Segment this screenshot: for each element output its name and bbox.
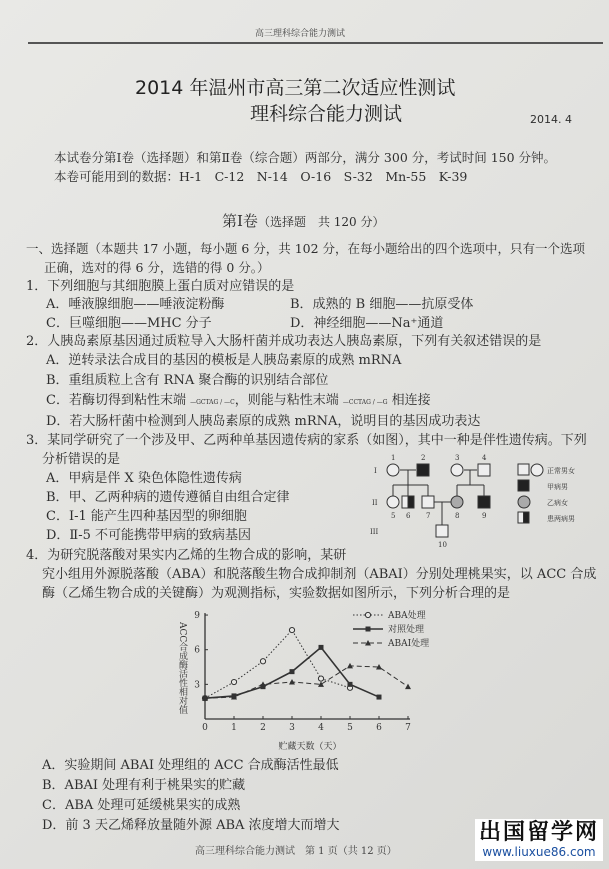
x-tick-label: 5 [347,723,353,733]
legend-label: 正常男女 [547,467,575,475]
id-label: 2 [421,454,426,462]
q4-stem: 4．为研究脱落酸对果实内乙烯的生物合成的影响，某研 [26,548,347,563]
running-header: 高三理科综合能力测试 [255,29,346,39]
individual-1 [387,464,399,476]
section-title [222,213,384,230]
x-tick-label: 7 [405,723,411,733]
q2-c-text: ，则能与粘性末端 [234,393,339,408]
legend-label: ABA处理 [388,611,426,621]
x-tick-label: 4 [318,723,324,733]
q4-option-a: A．实验期间 ABAI 处理组的 ACC 合成酶活性最低 [42,758,339,773]
q2-option-a: A．逆转录法合成目的基因的模板是人胰岛素原的成熟 mRNA [46,353,402,368]
q2-stem: 2．人胰岛素原基因通过质粒导入大肠杆菌并成功表达人胰岛素原，下列有关叙述错误的是 [26,334,542,349]
individual-7 [422,496,434,508]
legend-marker [365,612,370,617]
part-instructions: 一、选择题（本题共 17 小题，每小题 6 分，共 102 分，在每小题给出的四个选项中，只有一个选项 [26,241,586,256]
page-footer: 高三理科综合能力测试 第 1 页（共 12 页） [195,846,397,857]
q4-option-c: C．ABA 处理可延缓桃果实的成熟 [42,798,241,813]
individual-2 [417,464,429,476]
y-tick-label: 3 [194,680,200,691]
legend-label: 乙病女 [547,499,568,507]
legend-label: 对照处理 [388,625,425,635]
id-label: 8 [455,512,460,520]
individual-4 [478,464,490,476]
exam-subtitle: 理科综合能力测试 [250,103,403,125]
id-label: 1 [391,454,396,462]
data-point [405,684,411,690]
q3-stem: 3．某同学研究了一个涉及甲、乙两种单基因遗传病的家系（如图），其中一种是伴性遗传病。下列 [26,433,587,448]
q1-option-a: A．唾液腺细胞——唾液淀粉酶 [46,297,225,312]
data-point [289,627,294,632]
legend-marker [366,627,371,632]
legend-label: 患两病男 [547,515,575,523]
data-point [318,676,323,681]
q1-option-b: B．成熟的 B 细胞——抗原受体 [290,297,474,312]
q2-option-c [46,393,431,411]
exam-title: 2014 年温州市高三第二次适应性测试 [135,77,456,99]
watermark-logo [475,819,603,861]
individual-10 [436,525,448,537]
exam-date: 2014. 4 [530,113,572,126]
data-point [231,679,236,684]
q2-option-b: B．重组质粒上含有 RNA 聚合酶的识别结合部位 [46,373,329,388]
sticky-end-1: —GCTAG / —C [190,399,235,406]
q3-option-a: A．甲病是伴 X 染色体隐性遗传病 [46,471,242,486]
y-tick-label: 6 [194,645,200,656]
id-label: 4 [482,454,487,462]
intro-line: 本试卷分第Ⅰ卷（选择题）和第Ⅱ卷（综合题）两部分，满分 300 分，考试时间 150 分钟。 [54,150,557,165]
id-label: 3 [455,454,460,462]
q3-option-c: C．Ⅰ-1 能产生四种基因型的卵细胞 [46,509,247,524]
gen-label: I [374,467,377,475]
section-title-main: 第Ⅰ卷 [222,212,258,230]
q1-option-d: D．神经细胞——Na⁺通道 [290,316,444,331]
y-axis-title: ACC合成酶活性相对值 [177,622,187,715]
watermark-url: www.liuxue86.com [482,845,596,859]
q3-stem: 分析错误的是 [42,452,121,467]
acc-activity-chart [160,600,460,760]
q3-option-d: D．Ⅱ-5 不可能携带甲病的致病基因 [46,528,252,543]
legend-label: ABAI处理 [388,639,430,649]
watermark-name: 出国留学网 [478,820,599,845]
q2-option-d: D．若大肠杆菌中检测到人胰岛素原的成熟 mRNA，说明目的基因成功表达 [46,414,481,429]
header-rule [28,42,603,44]
individual-8 [451,496,463,508]
q4-stem: 究小组用外源脱落酸（ABA）和脱落酸生物合成抑制剂（ABAI）分别处理桃果实，以 ACC 合成 [42,567,597,582]
data-point [348,682,353,687]
gen-label: III [370,528,379,536]
q4-option-b: B．ABAI 处理有利于桃果实的贮藏 [42,778,246,793]
q3-option-b: B．甲、乙两种病的遗传遵循自由组合定律 [46,490,290,505]
part-instructions: 正确，选对的得 6 分，选错的得 0 分。） [44,260,270,275]
x-axis-title: 贮藏天数（天） [278,742,342,752]
sticky-end-2: —CCTAG / —G [342,399,388,406]
id-label: 9 [482,512,487,520]
data-point [290,669,295,674]
data-point [319,645,324,650]
x-tick-label: 2 [260,723,266,733]
q1-option-c: C．巨噬细胞——MHC 分子 [46,316,212,331]
x-tick-label: 6 [376,723,382,733]
data-point [260,681,266,687]
q4-stem: 酶（乙烯生物合成的关键酶）为观测指标，实验数据如图所示，下列分析合理的是 [42,586,511,601]
y-tick-label: 9 [194,611,200,622]
q4-option-d: D．前 3 天乙烯释放量随外源 ABA 浓度增大而增大 [42,818,340,833]
q2-c-text: C．若酶切得到粘性末端 [46,393,186,408]
pedigree-diagram [360,450,609,550]
intro-line: 本卷可能用到的数据：H-1 C-12 N-14 O-16 S-32 Mn-55 K-39 [54,169,468,184]
section-title-note: （选择题 共 120 分） [257,215,385,229]
id-label: 7 [426,512,431,520]
id-label: 6 [406,512,411,520]
individual-3 [451,464,463,476]
x-tick-label: 0 [202,723,208,733]
individual-9 [478,496,490,508]
individual-5 [387,496,399,508]
data-point [260,659,265,664]
q2-c-text: 相连接 [391,393,431,408]
q1-stem: 1．下列细胞与其细胞膜上蛋白质对应错误的是 [26,279,295,294]
gen-label: II [372,499,378,507]
series-line-0 [205,630,350,698]
x-tick-label: 1 [231,723,237,733]
x-tick-label: 3 [289,723,295,733]
id-label: 10 [438,541,447,549]
data-point [377,695,382,700]
legend-label: 甲病男 [547,483,568,491]
id-label: 5 [391,512,396,520]
